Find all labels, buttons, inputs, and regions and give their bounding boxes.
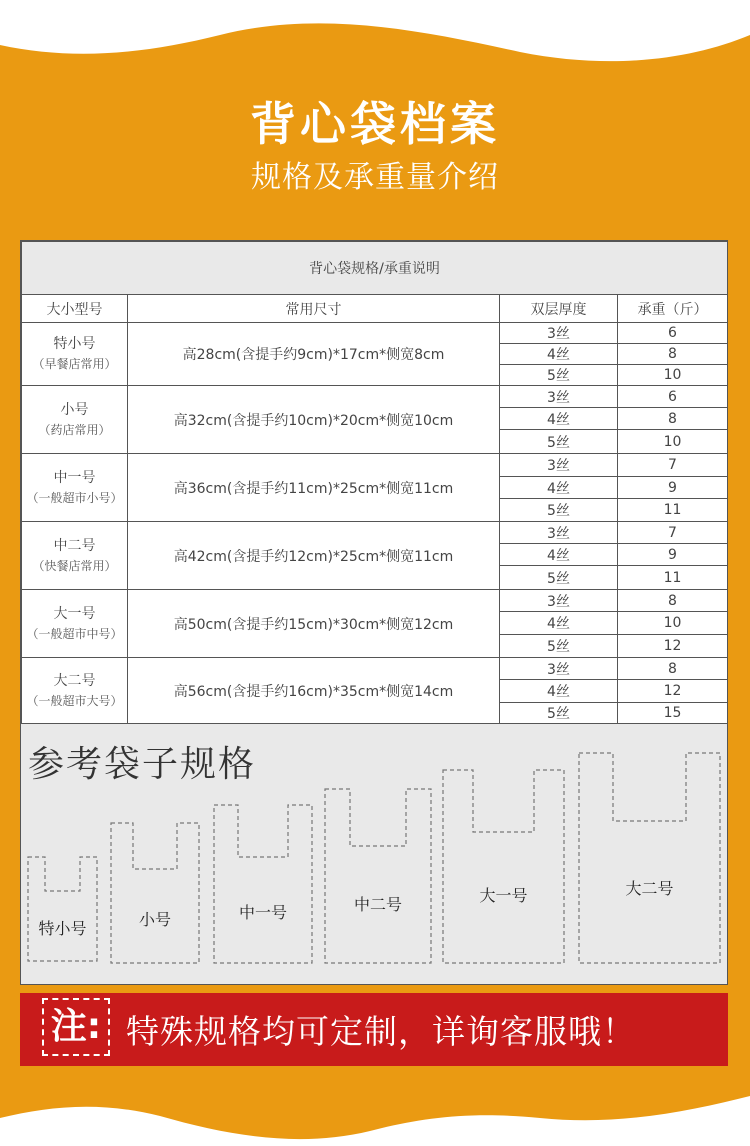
size-note: （快餐店常用） xyxy=(32,558,117,573)
bag-illustration xyxy=(578,752,721,964)
bag-label: 中二号 xyxy=(353,895,402,914)
header-dimensions: 常用尺寸 xyxy=(128,295,500,323)
thickness-cell: 3丝 xyxy=(500,386,618,408)
load-cell: 10 xyxy=(618,612,728,635)
dimension-cell: 高32cm(含提手约10cm)*20cm*侧宽10cm xyxy=(128,386,500,454)
thickness-cell: 3丝 xyxy=(500,454,618,477)
page-subtitle: 规格及承重量介绍 xyxy=(251,160,499,195)
load-cell: 10 xyxy=(618,430,728,454)
bag-label: 大二号 xyxy=(625,879,674,898)
table-header-row xyxy=(22,295,728,323)
thickness-cell: 4丝 xyxy=(500,344,618,365)
bag-illustration xyxy=(27,856,98,962)
table-row xyxy=(22,658,728,680)
spec-table xyxy=(21,241,728,724)
load-cell: 15 xyxy=(618,703,728,724)
size-name: 大一号 xyxy=(53,605,96,622)
thickness-cell: 3丝 xyxy=(500,323,618,344)
load-cell: 9 xyxy=(618,544,728,566)
size-name: 中一号 xyxy=(53,469,96,486)
thickness-cell: 3丝 xyxy=(500,590,618,612)
size-note: （一般超市小号） xyxy=(26,490,123,505)
bag-label: 大一号 xyxy=(479,886,528,905)
table-row xyxy=(22,386,728,408)
bag-label: 中一号 xyxy=(238,903,287,922)
load-cell: 7 xyxy=(618,522,728,544)
size-name: 中二号 xyxy=(53,537,96,554)
thickness-cell: 4丝 xyxy=(500,680,618,703)
thickness-cell: 5丝 xyxy=(500,365,618,386)
table-row xyxy=(22,590,728,612)
note-text: 特殊规格均可定制，详询客服哦！ xyxy=(126,1012,636,1051)
load-cell: 11 xyxy=(618,566,728,590)
load-cell: 8 xyxy=(618,344,728,365)
note-tag: 注: xyxy=(42,998,110,1056)
size-name: 特小号 xyxy=(53,336,96,352)
size-cell xyxy=(22,590,128,658)
size-name: 小号 xyxy=(60,401,89,418)
load-cell: 6 xyxy=(618,386,728,408)
size-cell xyxy=(22,454,128,522)
load-cell: 9 xyxy=(618,477,728,499)
dimension-cell: 高28cm(含提手约9cm)*17cm*侧宽8cm xyxy=(128,323,500,386)
bag-illustration xyxy=(110,822,200,964)
thickness-cell: 4丝 xyxy=(500,612,618,635)
load-cell: 8 xyxy=(618,590,728,612)
thickness-cell: 4丝 xyxy=(500,408,618,430)
bag-label: 小号 xyxy=(138,910,171,929)
bag-illustration xyxy=(324,788,432,964)
page-title: 背心袋档案 xyxy=(250,97,500,151)
thickness-cell: 5丝 xyxy=(500,703,618,724)
size-note: （早餐店常用） xyxy=(32,357,117,371)
load-cell: 6 xyxy=(618,323,728,344)
thickness-cell: 4丝 xyxy=(500,544,618,566)
bag-label: 特小号 xyxy=(38,919,87,938)
thickness-cell: 5丝 xyxy=(500,430,618,454)
load-cell: 10 xyxy=(618,365,728,386)
reference-title: 参考袋子规格 xyxy=(28,744,257,785)
size-cell xyxy=(22,522,128,590)
top-wave-decoration xyxy=(0,0,750,90)
thickness-cell: 4丝 xyxy=(500,477,618,499)
size-cell xyxy=(22,386,128,454)
bag-illustration xyxy=(213,804,313,964)
load-cell: 12 xyxy=(618,680,728,703)
size-note: （药店常用） xyxy=(38,422,111,437)
size-note: （一般超市大号） xyxy=(26,693,123,708)
note-banner xyxy=(20,993,728,1066)
thickness-cell: 3丝 xyxy=(500,522,618,544)
header-size: 大小型号 xyxy=(22,295,128,323)
header-load: 承重（斤） xyxy=(618,295,728,323)
bag-illustration xyxy=(442,769,565,964)
header-thickness: 双层厚度 xyxy=(500,295,618,323)
dimension-cell: 高56cm(含提手约16cm)*35cm*侧宽14cm xyxy=(128,658,500,724)
table-row xyxy=(22,522,728,544)
load-cell: 12 xyxy=(618,635,728,658)
load-cell: 8 xyxy=(618,658,728,680)
size-cell xyxy=(22,658,128,724)
dimension-cell: 高36cm(含提手约11cm)*25cm*侧宽11cm xyxy=(128,454,500,522)
size-cell xyxy=(22,323,128,386)
dimension-cell: 高50cm(含提手约15cm)*30cm*侧宽12cm xyxy=(128,590,500,658)
bottom-wave-decoration xyxy=(0,1056,750,1146)
thickness-cell: 5丝 xyxy=(500,566,618,590)
table-row xyxy=(22,323,728,344)
spec-panel xyxy=(20,240,728,985)
table-caption: 背心袋规格/承重说明 xyxy=(22,242,728,295)
thickness-cell: 5丝 xyxy=(500,635,618,658)
thickness-cell: 3丝 xyxy=(500,658,618,680)
table-row xyxy=(22,454,728,477)
dimension-cell: 高42cm(含提手约12cm)*25cm*侧宽11cm xyxy=(128,522,500,590)
load-cell: 7 xyxy=(618,454,728,477)
load-cell: 8 xyxy=(618,408,728,430)
size-name: 大二号 xyxy=(53,672,96,689)
load-cell: 11 xyxy=(618,499,728,522)
thickness-cell: 5丝 xyxy=(500,499,618,522)
size-note: （一般超市中号） xyxy=(26,626,123,641)
